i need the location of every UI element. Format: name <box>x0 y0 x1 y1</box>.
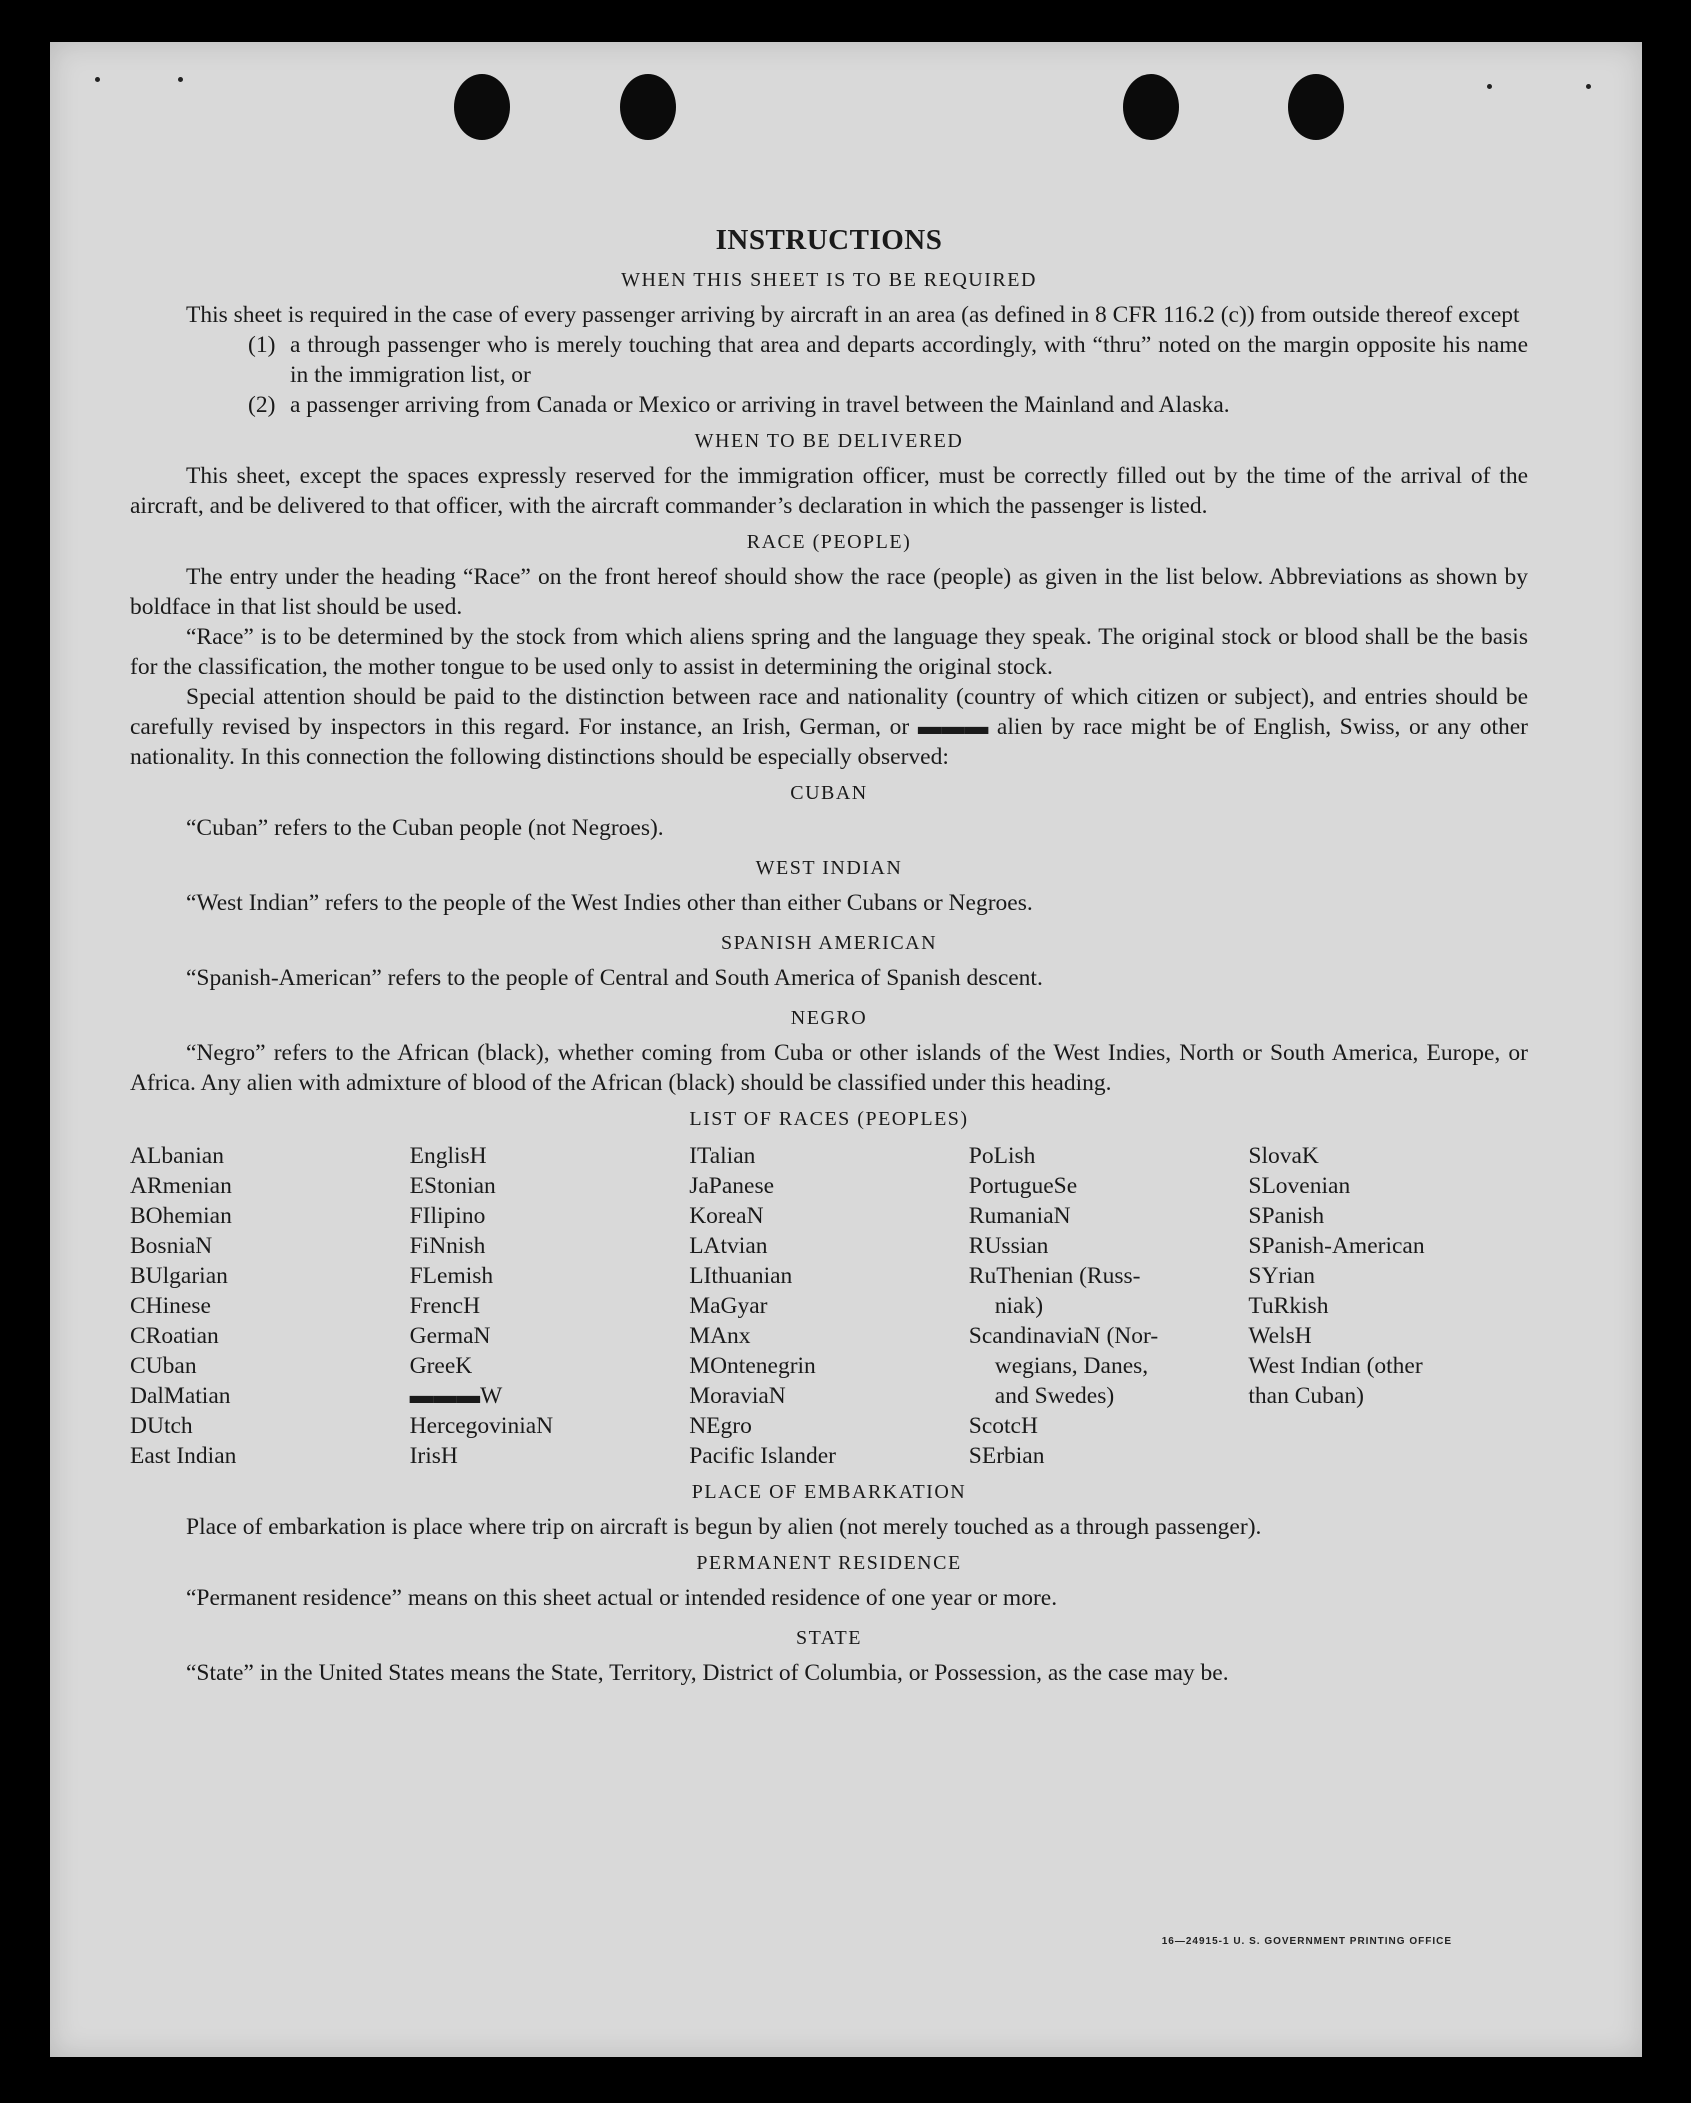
race-entry: RUssian <box>968 1233 1049 1259</box>
race-entry: and Swedes) <box>994 1383 1115 1409</box>
races-list <box>130 1141 1528 1471</box>
race-entry: SLovenian <box>1248 1173 1351 1199</box>
exception-number: (2) <box>248 392 276 418</box>
race-entry: MOntenegrin <box>689 1353 816 1379</box>
race-entry: SPanish-American <box>1248 1233 1425 1259</box>
race-entry: East Indian <box>130 1443 237 1469</box>
cuban-text: “Cuban” refers to the Cuban people (not Negroes). <box>186 815 664 841</box>
print-code: 16—24915-1 U. S. GOVERNMENT PRINTING OFFICE <box>1161 1936 1452 1947</box>
race-paragraph: Special attention should be paid to the distinction between race and nationality (country of which citizen or subject), and entries should be carefully revised by inspectors in this regard. For instance, an Irish, German, or ▬▬▬ alien by race might be of English, Swiss, or any other nationality. In this connection the following distinctions should be especially observed: <box>130 684 1528 770</box>
races-column <box>689 1141 969 1471</box>
instructions-body <box>130 182 1528 1688</box>
exception-item <box>248 330 1528 390</box>
race-entry: GermaN <box>409 1323 491 1349</box>
race-entry: Pacific Islander <box>689 1443 836 1469</box>
race-entry: TuRkish <box>1248 1293 1329 1319</box>
exception-item <box>248 390 1528 420</box>
race-entry: EnglisH <box>409 1143 487 1169</box>
race-entry: BOhemian <box>130 1203 232 1229</box>
punch-hole <box>454 74 510 140</box>
heading-negro: NEGRO <box>790 1007 868 1029</box>
race-entry: SPanish <box>1248 1203 1325 1229</box>
state-text: “State” in the United States means the State, Territory, District of Columbia, or Possession, as the case may be. <box>186 1660 1229 1686</box>
required-intro: This sheet is required in the case of every passenger arriving by aircraft in an area (as defined in 8 CFR 116.2 (c)) from outside thereof except <box>186 302 1520 328</box>
speck <box>1586 84 1591 89</box>
race-entry: RuThenian (Russ- <box>968 1263 1141 1289</box>
race-entry: PortugueSe <box>968 1173 1078 1199</box>
race-entry: ScandinaviaN (Nor- <box>968 1323 1159 1349</box>
negro-text: “Negro” refers to the African (black), whether coming from Cuba or other islands of the West Indies, North or South America, Europe, or Africa. Any alien with admixture of blood of the African (black) should be classified under this heading. <box>130 1040 1528 1096</box>
race-entry: ARmenian <box>130 1173 232 1199</box>
delivered-text: This sheet, except the spaces expressly reserved for the immigration officer, must be correctly filled out by the time of the arrival of the aircraft, and be delivered to that officer, with the aircraft commander’s declaration in which the passenger is listed. <box>130 463 1528 519</box>
race-entry: KoreaN <box>689 1203 764 1229</box>
page-title: INSTRUCTIONS <box>715 224 943 256</box>
exception-text: a through passenger who is merely touching that area and departs accordingly, with “thru” noted on the margin opposite his name in the immigration list, or <box>290 332 1528 388</box>
heading-embarkation: PLACE OF EMBARKATION <box>691 1481 967 1503</box>
heading-west-indian: WEST INDIAN <box>755 857 903 879</box>
race-entry: DUtch <box>130 1413 193 1439</box>
race-entry: SlovaK <box>1248 1143 1319 1169</box>
heading-state: STATE <box>796 1627 862 1649</box>
race-entry: WelsH <box>1248 1323 1312 1349</box>
race-entry: BUlgarian <box>130 1263 228 1289</box>
residence-text: “Permanent residence” means on this sheet actual or intended residence of one year or more. <box>186 1585 1058 1611</box>
heading-cuban: CUBAN <box>790 782 868 804</box>
race-entry: IrisH <box>409 1443 458 1469</box>
race-entry: LAtvian <box>689 1233 768 1259</box>
punch-hole <box>1288 74 1344 140</box>
race-entry: DalMatian <box>130 1383 231 1409</box>
race-entry: ScotcH <box>968 1413 1038 1439</box>
race-entry: ITalian <box>689 1143 756 1169</box>
document-sheet <box>50 42 1642 2057</box>
punch-hole <box>1123 74 1179 140</box>
race-entry: MoraviaN <box>689 1383 786 1409</box>
embarkation-text: Place of embarkation is place where trip on aircraft is begun by alien (not merely touched as a through passenger). <box>186 1514 1262 1540</box>
heading-delivered: WHEN TO BE DELIVERED <box>694 430 964 452</box>
race-entry: HercegoviniaN <box>409 1413 554 1439</box>
race-entry: MAnx <box>689 1323 751 1349</box>
race-paragraph: “Race” is to be determined by the stock from which aliens spring and the language they speak. The original stock or blood shall be the basis for the classification, the mother tongue to be used only to assist in determining the original stock. <box>130 624 1528 680</box>
race-entry: MaGyar <box>689 1293 768 1319</box>
race-entry: FiNnish <box>409 1233 486 1259</box>
speck <box>178 77 183 82</box>
races-column <box>1248 1141 1528 1471</box>
speck <box>95 77 100 82</box>
race-entry: LIthuanian <box>689 1263 793 1289</box>
exception-number: (1) <box>248 332 276 358</box>
race-entry: wegians, Danes, <box>994 1353 1149 1379</box>
races-column <box>410 1141 690 1471</box>
race-entry: ALbanian <box>130 1143 224 1169</box>
race-entry: CUban <box>130 1353 197 1379</box>
race-entry: SErbian <box>968 1443 1045 1469</box>
race-paragraph: The entry under the heading “Race” on the front hereof should show the race (people) as given in the list below. Abbreviations as shown by boldface in that list should be used. <box>130 564 1528 620</box>
exception-text: a passenger arriving from Canada or Mexico or arriving in travel between the Mainland and Alaska. <box>290 392 1230 418</box>
heading-races-list: LIST OF RACES (PEOPLES) <box>689 1108 969 1130</box>
race-entry: SYrian <box>1248 1263 1315 1289</box>
heading-residence: PERMANENT RESIDENCE <box>696 1552 962 1574</box>
race-entry: FIlipino <box>409 1203 486 1229</box>
spanish-american-text: “Spanish-American” refers to the people of Central and South America of Spanish descent. <box>186 965 1043 991</box>
race-entry: GreeK <box>409 1353 473 1379</box>
heading-required: WHEN THIS SHEET IS TO BE REQUIRED <box>621 269 1037 291</box>
race-entry: CRoatian <box>130 1323 219 1349</box>
race-entry: than Cuban) <box>1248 1383 1364 1409</box>
race-entry: niak) <box>994 1293 1044 1319</box>
races-column <box>969 1141 1249 1471</box>
west-indian-text: “West Indian” refers to the people of the West Indies other than either Cubans or Negroes. <box>186 890 1033 916</box>
heading-race: RACE (PEOPLE) <box>746 531 912 553</box>
punch-hole <box>620 74 676 140</box>
race-entry: FLemish <box>409 1263 494 1289</box>
races-column <box>130 1141 410 1471</box>
race-entry: NEgro <box>689 1413 752 1439</box>
race-entry: PoLish <box>968 1143 1036 1169</box>
race-entry: BosniaN <box>130 1233 213 1259</box>
race-entry: CHinese <box>130 1293 211 1319</box>
race-entry: ▬▬▬W <box>409 1383 503 1409</box>
heading-spanish-american: SPANISH AMERICAN <box>720 932 938 954</box>
race-entry: JaPanese <box>689 1173 775 1199</box>
speck <box>1487 84 1492 89</box>
race-entry: EStonian <box>409 1173 496 1199</box>
race-entry: RumaniaN <box>968 1203 1071 1229</box>
race-entry: West Indian (other <box>1248 1353 1423 1379</box>
race-entry: FrencH <box>409 1293 481 1319</box>
